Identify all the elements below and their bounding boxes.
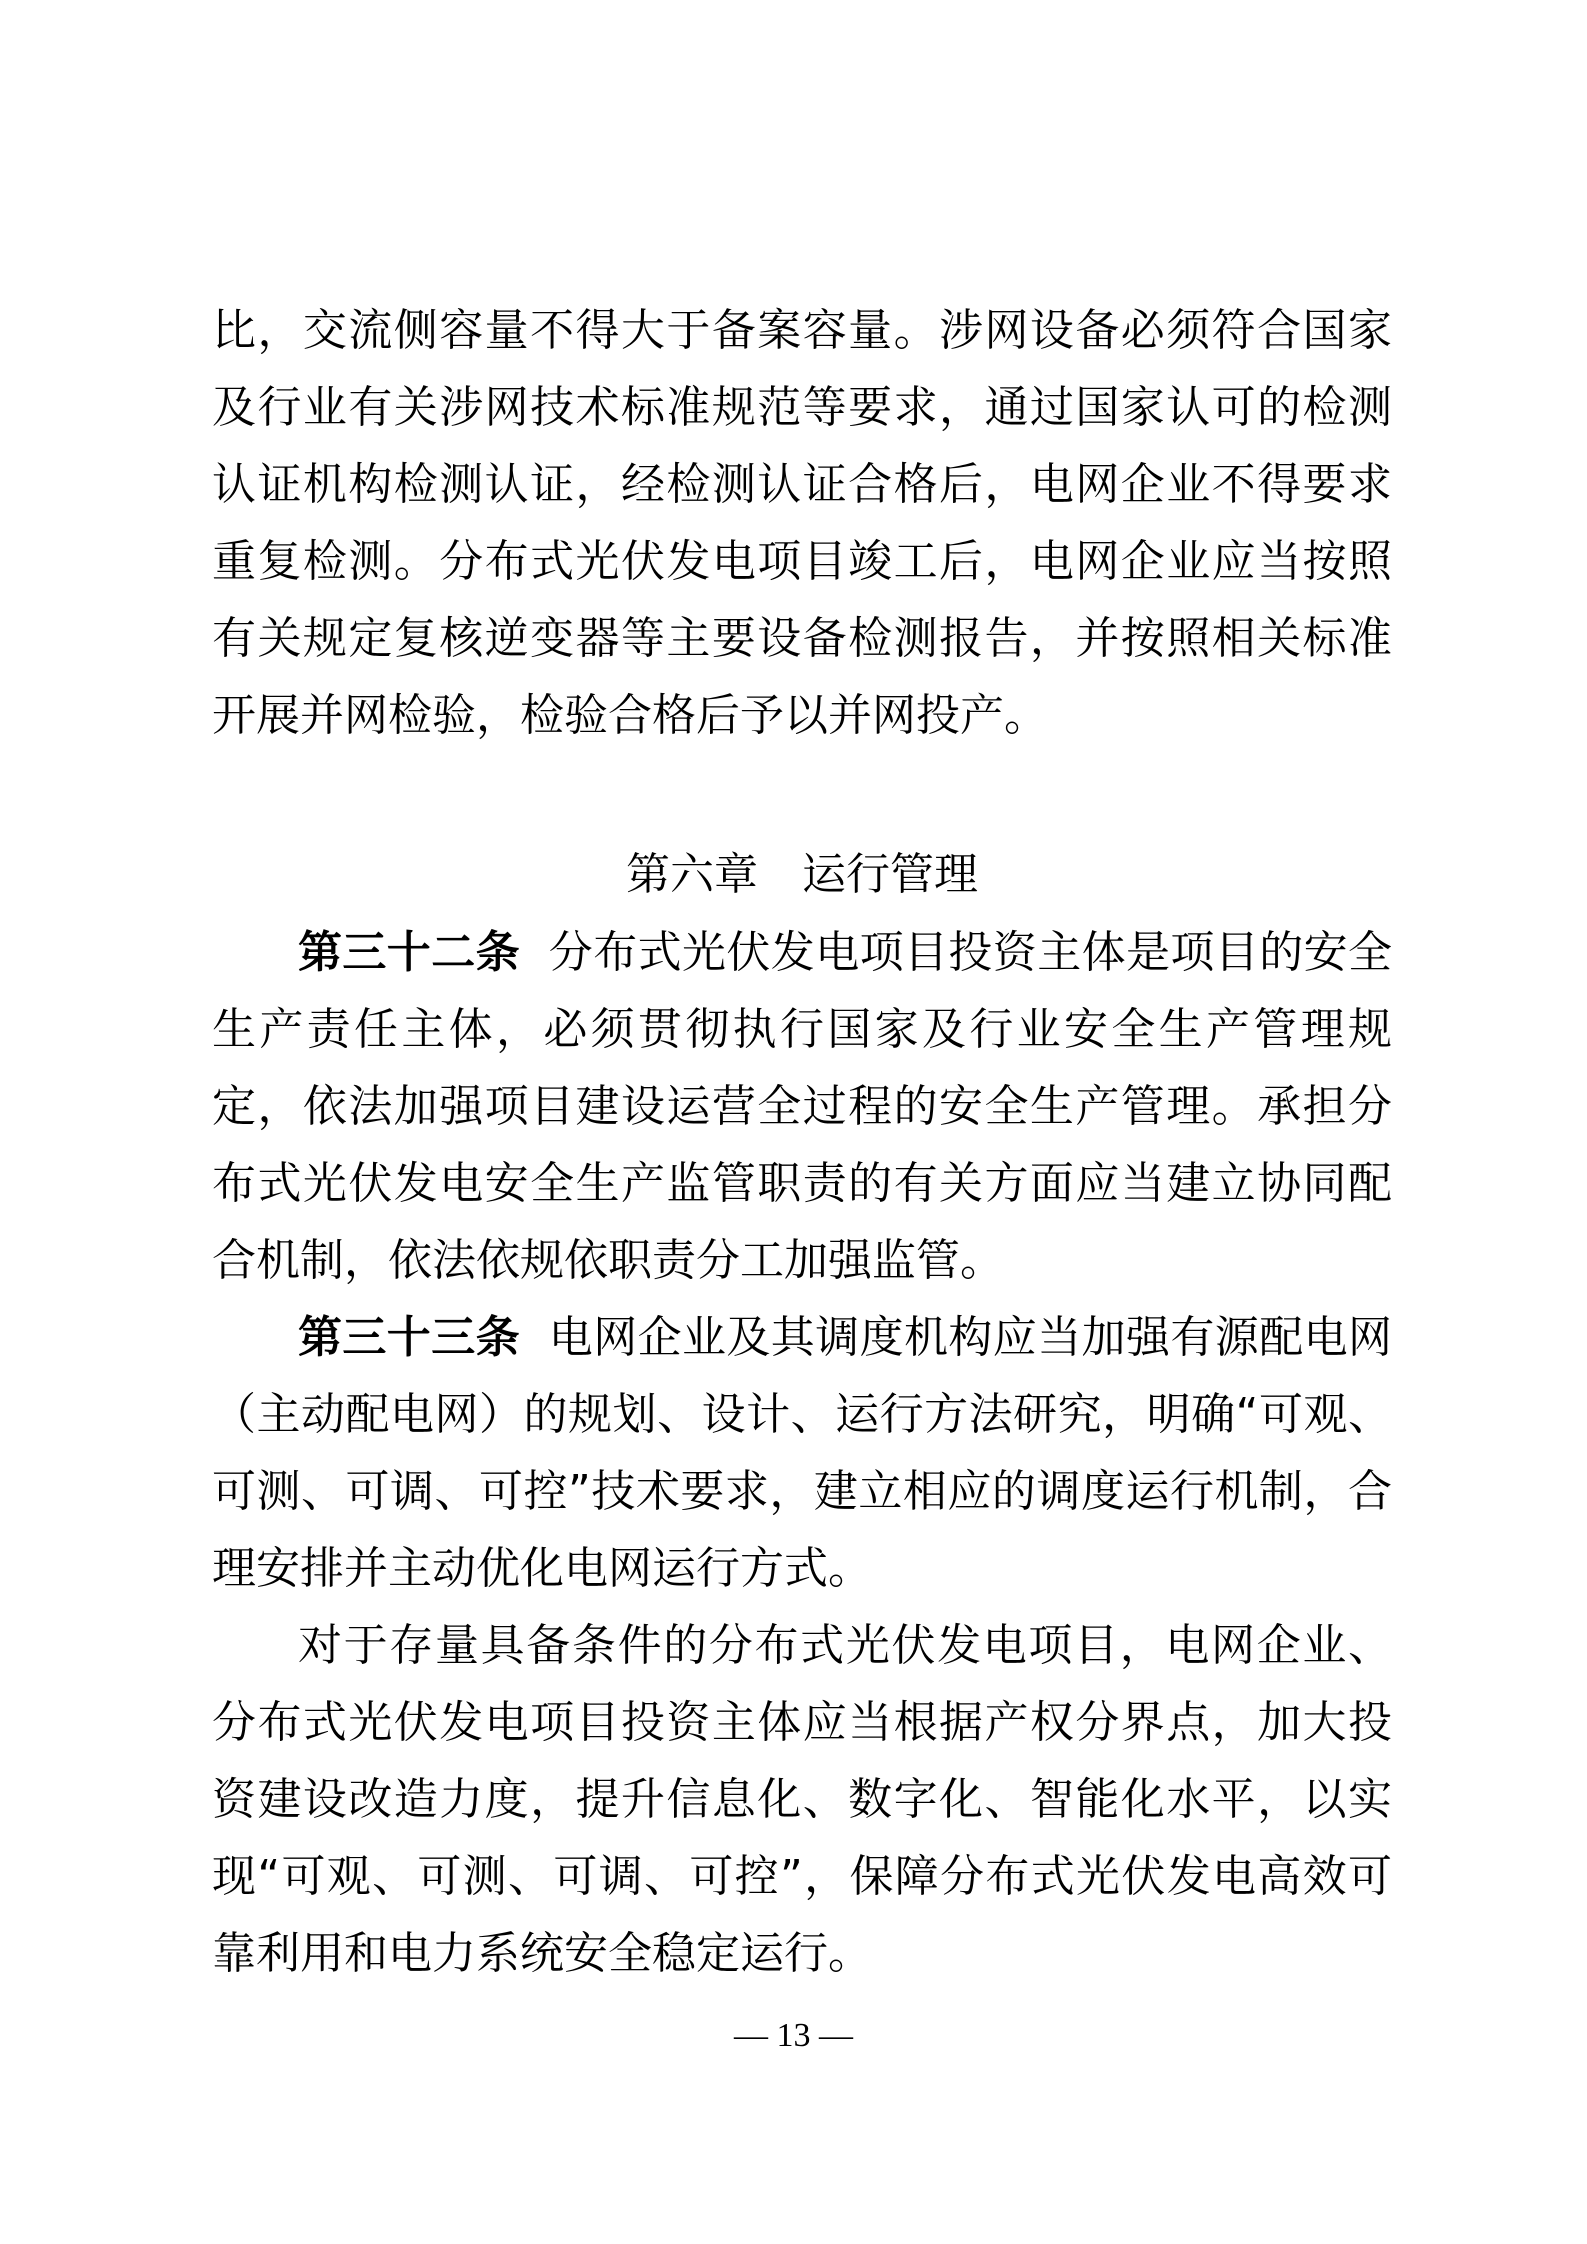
article-33 — [212, 1299, 1392, 1607]
continued-paragraph-block — [212, 292, 1392, 754]
page-number: — 13 — — [734, 2017, 853, 2054]
article-33-label: 第三十三条 — [298, 1312, 521, 1363]
article-32-label: 第三十二条 — [298, 927, 521, 978]
articles-block — [212, 914, 1392, 1992]
article-gap — [520, 927, 549, 978]
extra-paragraph: 对于存量具备条件的分布式光伏发电项目，电网企业、分布式光伏发电项目投资主体应当根据产权分界点，加大投资建设改造力度，提升信息化、数字化、智能化水平，以实现“可观、可测、可调、可控”，保障分布式光伏发电高效可靠利用和电力系统安全稳定运行。 — [212, 1620, 1392, 1979]
continued-paragraph: 比，交流侧容量不得大于备案容量。涉网设备必须符合国家及行业有关涉网技术标准规范等要求，通过国家认可的检测认证机构检测认证，经检测认证合格后，电网企业不得要求重复检测。分布式光伏发电项目竣工后，电网企业应当按照有关规定复核逆变器等主要设备检测报告，并按照相关标准开展并网检验，检验合格后予以并网投产。 — [212, 305, 1392, 741]
article-gap — [520, 1312, 549, 1363]
article-33-text: 电网企业及其调度机构应当加强有源配电网（主动配电网）的规划、设计、运行方法研究，明确“可观、可测、可调、可控”技术要求，建立相应的调度运行机制，合理安排并主动优化电网运行方式。 — [212, 1312, 1393, 1594]
article-32 — [212, 914, 1392, 1299]
chapter-title: 第六章 运行管理 — [626, 849, 978, 900]
article-32-text: 分布式光伏发电项目投资主体是项目的安全生产责任主体，必须贯彻执行国家及行业安全生产管理规定，依法加强项目建设运营全过程的安全生产管理。承担分布式光伏发电安全生产监管职责的有关方面应当建立协同配合机制，依法依规依职责分工加强监管。 — [212, 927, 1393, 1286]
